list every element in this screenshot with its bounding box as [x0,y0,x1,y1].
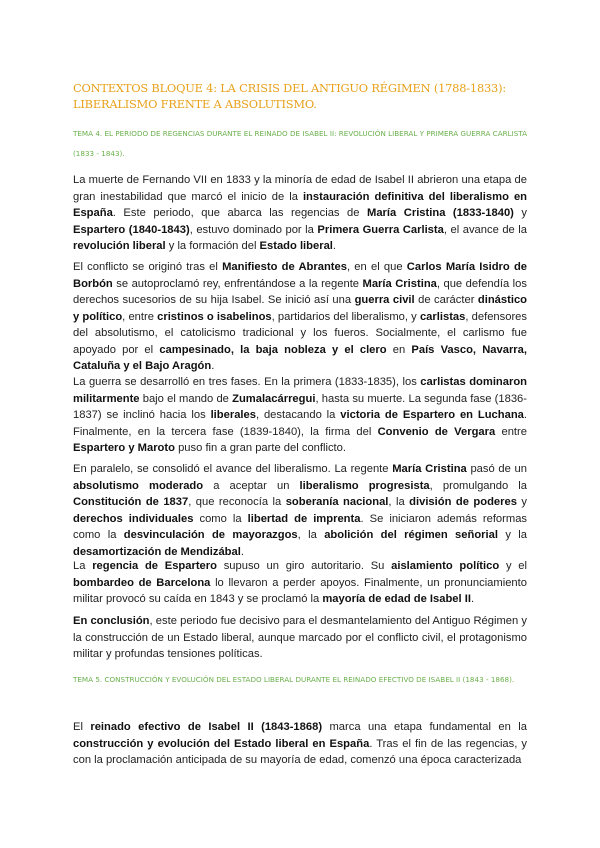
bold-term: victoria de Espartero en Luchana [340,409,524,421]
text-run: , que reconocía la [188,496,286,508]
bold-term: campesinado, la baja nobleza y el clero [159,343,387,356]
paragraph-isabel-reign [73,719,527,769]
text-run: El conflicto se originó tras el [73,261,223,273]
bold-term: cristinos o isabelinos [157,310,272,323]
text-run: y [516,496,527,508]
tema-4-heading: TEMA 4. EL PERIODO DE REGENCIAS DURANTE EL REINADO DE ISABEL II: REVOLUCIÓN LIBERAL Y PRIMERA GUERRA CARLISTA (1833 - 1843). [73,129,528,158]
bold-term: regencia de Espartero [92,560,217,572]
text-run: se autoproclamó rey, enfrentándose a la regente [112,277,363,290]
text-run: . Este periodo, que abarca las regencias de [112,207,368,219]
text-run: . [332,240,337,252]
bold-term: Constitución de 1837 [73,496,189,508]
text-run: , defensores del absolutismo, el catolicismo tradicional y los fueros. Socialmente, el carlismo fue apoyado por el [73,310,527,356]
bold-term: liberales [210,409,256,421]
bold-term: libertad de imprenta [247,512,361,525]
bold-term: Convenio de Vergara [377,425,496,438]
text-run: , el avance de la [443,223,527,236]
text-run: entre [495,425,527,438]
text-run: en [386,343,412,356]
text-run: y [513,207,528,219]
paragraph-conflict-origin [73,259,527,375]
text-run: supuso un giro autoritario. Su [216,560,392,572]
bold-term: soberanía nacional [285,496,389,508]
text-run: , que defendía los derechos sucesorios de su hija Isabel. Se inició así una [73,277,527,306]
paragraph-espartero [73,558,527,608]
bold-term: reinado efectivo de Isabel II (1843-1868) [90,721,323,733]
tema-5-heading: TEMA 5. CONSTRUCCIÓN Y EVOLUCIÓN DEL ESTADO LIBERAL DURANTE EL REINADO EFECTIVO DE ISABEL II (1843 - 1868). [73,675,515,684]
bold-term: Manifiesto de Abrantes [222,261,347,273]
text-run: La muerte de Fernando VII en 1833 y la minoría de edad de Isabel II abrieron una etapa de gran inestabilidad que marcó el inicio de la [73,174,527,203]
paragraph-war-phases [73,374,527,457]
text-run: pasó de un [466,463,527,475]
bold-term: bombardeo de Barcelona [73,576,211,589]
bold-term: construcción y evolución del Estado liberal en España [73,737,370,750]
text-run: , estuvo dominado por la [189,223,318,236]
bold-term: desamortización de Mendizábal [73,545,241,558]
bold-term: Estado liberal [259,240,333,252]
bold-term: Zumalacárregui [232,392,316,405]
bold-term: carlistas [419,310,466,323]
text-run: En paralelo, se consolidó el avance del liberalismo. La regente [73,463,393,475]
text-run: , destacando la [255,409,341,421]
text-run: y la formación del [165,240,260,252]
bold-term: María Cristina [362,277,437,290]
bloque-title: CONTEXTOS BLOQUE 4: LA CRISIS DEL ANTIGUO RÉGIMEN (1788-1833): LIBERALISMO FRENTE A ABSOLUTISMO. [73,81,506,111]
text-run: , promulgando la [429,479,528,492]
text-run: , en el que [346,261,407,273]
bold-term: María Cristina [392,463,467,475]
text-run: , este periodo fue decisivo para el desmantelamiento del Antiguo Régimen y la construcción de un Estado liberal, aunque marcado por el conflicto civil, el protagonismo militar y profundas tensiones políticas. [73,615,527,660]
text-run: , la [297,529,325,541]
paragraph-conclusion [73,613,527,663]
paragraph-intro [73,172,527,255]
text-run: , la [388,496,410,508]
text-run: lo llevaron a perder apoyos. Finalmente, un pronunciamiento militar provocó su caída en 1843 y se proclamó la [73,576,527,605]
bold-term: revolución liberal [73,240,166,252]
text-run: . Se iniciaron además reformas como la [73,512,528,541]
bold-term: desvinculación de mayorazgos [123,529,298,541]
bold-term: Primera Guerra Carlista [317,223,444,236]
bold-term: País Vasco, Navarra, Cataluña y el Bajo Aragón [73,343,527,372]
text-run: . [211,360,215,372]
bold-term: liberalismo progresista [299,479,430,492]
paragraph-liberalism [73,461,527,560]
bold-term: Espartero y Maroto [73,442,175,454]
text-run: . Tras el fin de las regencias, y con la proclamación anticipada de su mayoría de edad, comenzó una época caracterizada [73,737,528,766]
bold-term: mayoría de edad de Isabel II [322,593,471,605]
bold-term: En conclusión [73,615,150,627]
text-run: y el [499,560,527,572]
text-run: La guerra se desarrolló en tres fases. En la primera (1833-1835), los [73,376,421,388]
bold-term: absolutismo moderado [73,479,204,492]
bold-term: abolición del régimen señorial [324,529,498,541]
text-run: , hasta su muerte. La segunda fase (1836-1837) se inclinó hacia los [73,392,527,421]
text-run: . [240,545,244,558]
text-run: puso fin a gran parte del conflicto. [174,442,346,454]
text-run: como la [193,512,248,525]
bold-term: derechos individuales [73,512,194,525]
bold-term: división de poderes [409,496,517,508]
bold-term: Espartero (1840-1843) [73,223,190,236]
text-run: y la [497,529,527,541]
bold-term: instauración definitiva del liberalismo en España [73,190,527,219]
bold-term: Carlos María Isidro de Borbón [73,261,528,290]
bold-term: carlistas dominaron militarmente [73,376,527,405]
text-run: de carácter [414,294,478,306]
text-run: a aceptar un [203,479,300,492]
text-run: , partidarios del liberalismo, y [271,310,420,323]
text-run: . Finalmente, en la tercera fase (1839-1840), la firma del [73,409,528,438]
bold-term: guerra civil [354,294,415,306]
text-run: marca una etapa fundamental en la [322,721,527,733]
bold-term: María Cristina (1833-1840) [367,207,514,219]
bold-term: dinástico y político [73,294,528,323]
text-run: bajo el mando de [139,392,233,405]
text-run: El [73,721,91,733]
text-run: , entre [122,310,158,323]
text-run: La [73,560,93,572]
bold-term: aislamiento político [391,560,500,572]
text-run: . [470,593,475,605]
